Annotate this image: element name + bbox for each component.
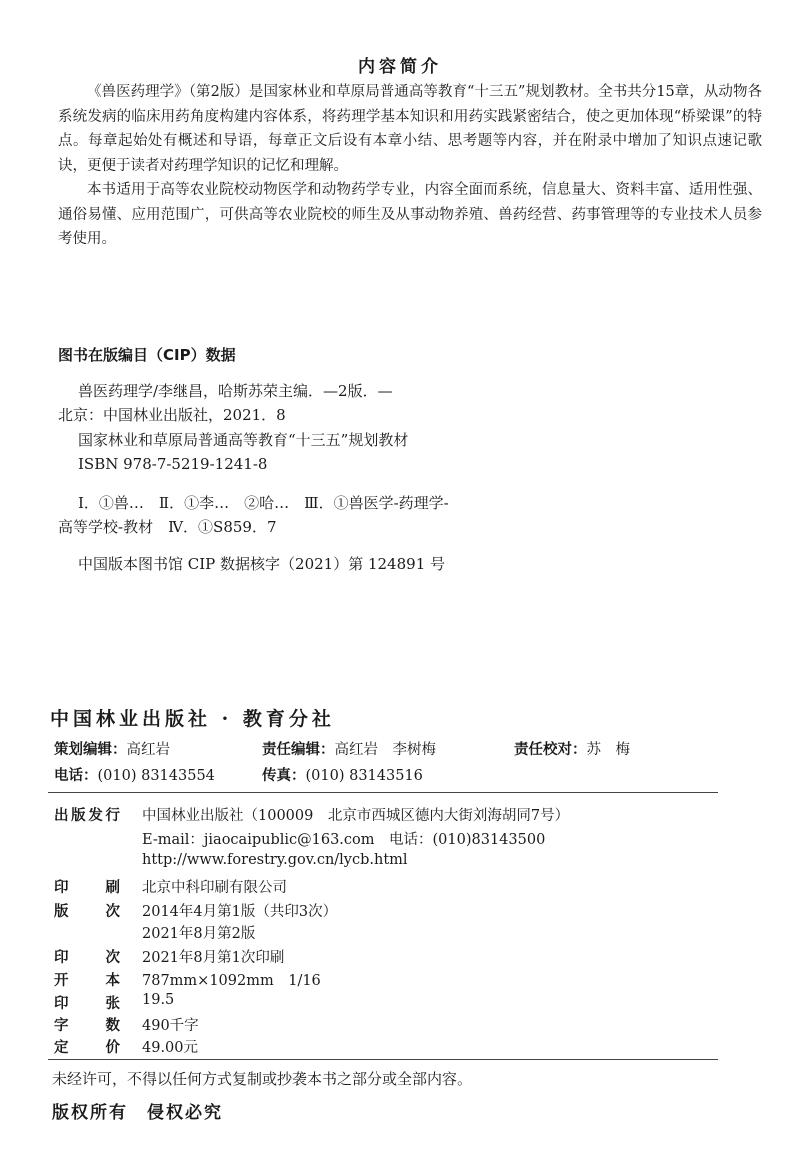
fax-label: 传真： <box>262 768 306 784</box>
cip-line: 兽医药理学/李继昌，哈斯苏荣主编．—2版．— <box>78 382 393 400</box>
publisher-title: 中国林业出版社 · 教育分社 <box>50 708 335 730</box>
proofreader <box>514 738 630 759</box>
info-value-printing: 2021年8月第1次印刷 <box>142 950 285 966</box>
info-label-publisher: 出 版 发 行 <box>54 808 120 824</box>
divider <box>48 1059 718 1060</box>
info-value-printer: 北京中科印刷有限公司 <box>142 880 287 896</box>
planning-editor-name: 高红岩 <box>126 742 170 758</box>
fax <box>262 764 423 785</box>
info-value-publisher-address: 中国林业出版社（100009 北京市西城区德内大街刘海胡同7号） <box>142 808 570 824</box>
intro-paragraph: 本书适用于高等农业院校动物医学和动物药学专业，内容全面而系统，信息量大、资料丰富、适用性强、通俗易懂、应用范围广，可供高等农业院校的师生及从事动物养殖、兽药经营、药事管理等的专业技术人员参考使用。 <box>58 182 762 247</box>
info-label-word-count: 字 数 <box>54 1018 120 1034</box>
divider <box>48 792 718 793</box>
info-value-edition-second: 2021年8月第2版 <box>142 926 256 942</box>
fax-value: (010) 83143516 <box>305 768 423 784</box>
phone-value: (010) 83143554 <box>97 768 215 784</box>
phone-label: 电话： <box>54 768 98 784</box>
rights-reserved: 版权所有 侵权必究 <box>52 1103 223 1123</box>
info-value-publisher-email: E-mail：jiaocaipublic@163.com 电话：(010)83143500 <box>142 832 546 848</box>
info-label-edition: 版 次 <box>54 904 120 920</box>
info-label-printing: 印 次 <box>54 950 120 966</box>
intro-title: 内容简介 <box>358 57 442 77</box>
info-value-price: 49.00元 <box>142 1040 199 1056</box>
proofreader-label: 责任校对： <box>514 742 587 758</box>
copyright-notice: 未经许可，不得以任何方式复制或抄袭本书之部分或全部内容。 <box>52 1070 473 1088</box>
info-label-format: 开 本 <box>54 973 120 989</box>
info-value-edition-first: 2014年4月第1版（共印3次） <box>142 904 338 920</box>
info-value-sheets: 19.5 <box>142 992 175 1008</box>
info-value-format: 787mm×1092mm 1/16 <box>142 973 321 989</box>
responsible-editor <box>262 738 436 759</box>
cip-line: 国家林业和草原局普通高等教育“十三五”规划教材 <box>78 431 409 449</box>
responsible-editor-name: 高红岩 李树梅 <box>334 742 436 758</box>
planning-editor-label: 策划编辑： <box>54 742 127 758</box>
info-label-price: 定 价 <box>54 1040 120 1056</box>
proofreader-name: 苏 梅 <box>586 742 630 758</box>
cip-line: 中国版本图书馆 CIP 数据核字（2021）第 124891 号 <box>78 555 446 573</box>
cip-line: 高等学校-教材 Ⅳ．①S859．7 <box>58 518 277 536</box>
cip-line: 北京：中国林业出版社，2021．8 <box>58 406 286 424</box>
info-value-word-count: 490千字 <box>142 1018 199 1034</box>
cip-title: 图书在版编目（CIP）数据 <box>58 346 236 364</box>
cip-line: ISBN 978-7-5219-1241-8 <box>78 455 268 473</box>
info-label-sheets: 印 张 <box>54 996 120 1012</box>
info-value-publisher-url: http://www.forestry.gov.cn/lycb.html <box>142 852 408 868</box>
planning-editor <box>54 738 170 759</box>
intro-paragraph: 《兽医药理学》（第2版）是国家林业和草原局普通高等教育“十三五”规划教材。全书共分15章，从动物各系统发病的临床用药角度构建内容体系，将药理学基本知识和用药实践紧密结合，使之更加体现“桥梁课”的特点。每章起始处有概述和导语，每章正文后设有本章小结、思考题等内容，并在附录中增加了知识点速记歌诀，更便于读者对药理学知识的记忆和理解。 <box>58 84 762 174</box>
responsible-editor-label: 责任编辑： <box>262 742 335 758</box>
info-label-printer: 印 刷 <box>54 880 120 896</box>
phone <box>54 764 215 785</box>
cip-line: Ⅰ．①兽… Ⅱ．①李… ②哈… Ⅲ．①兽医学-药理学- <box>78 494 449 512</box>
